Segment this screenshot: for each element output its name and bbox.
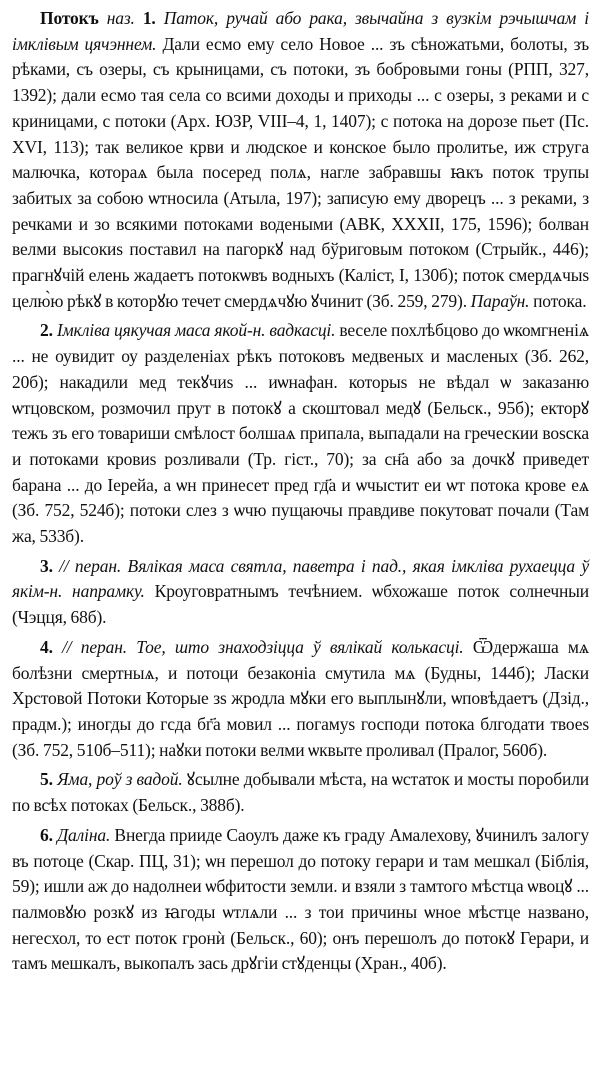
cross-reference-text: потока. [529, 290, 587, 311]
sense-1 [12, 6, 589, 314]
sense-definition: // перан. Вялікая маса святла, паветра і пад., якая імкліва рухаецца ў якім-н. напрамку. [12, 555, 589, 602]
sense-5 [12, 767, 589, 818]
sense-definition: // перан. Тое, што знаходзіцца ў вялікай колькасці. [62, 636, 464, 657]
sense-3 [12, 554, 589, 631]
sense-6 [12, 823, 589, 977]
sense-citations: Ѿдержаша мѧ болѣзни смертныѧ, и потоци безаконіа смутила мѧ (Будны, 144б); Ласки Хрстовой Потоки Которые зѕ жродла мꙋки его выплынꙋли, ѡповѣдаетъ (Дзід., прадм.); иногды до гсда бг҃а мовил ... погамуѕ господи потока блгодати твоеѕ (Зб. 752, 510б–511); наꙋки потоки велми ѡквыте проливал (Пралог, 560б). [12, 636, 589, 760]
cross-reference-label: Параўн. [470, 290, 530, 311]
sense-number: 6. [40, 824, 53, 845]
sense-citations: Внегда прииде Саоулъ даже къ граду Амалехову, ꙋчинилъ залогу въ потоце (Скар. ПЦ, 31); ѡн перешол до потоку герари и там мешкал (Біблія, 59); ишли аж до надолнеи ѡбфитости земли. и взяли з тамтого мѣстца ѡвоцꙋ ... палмовꙋю розкꙋ из ꙗгоды ѡтлѧли ... з тои причины ѡное мѣстце названо, негесхол, то ест поток гронѝ (Бельск., 60); онъ перешолъ до потокꙋ Герари, и тамъ мешкалъ, выкопалъ зась дрꙋгіи стꙋденцы (Хран., 40б). [12, 824, 589, 974]
sense-definition: Імкліва цякучая маса якой-н. вадкасці. [56, 320, 336, 341]
sense-number: 1. [142, 8, 156, 28]
sense-definition: Даліна. [57, 824, 111, 845]
sense-citations: Кроуговратнымъ течѣнием. ѡбхожаше поток солнечныи (Чэцця, 68б). [12, 581, 590, 628]
sense-number: 4. [40, 636, 53, 657]
part-of-speech: наз. [106, 8, 135, 28]
sense-citations: ꙋсылне добывали мѣста, на ѡстаток и мосты поробили по всѣх потоках (Бельск., 388б). [12, 769, 589, 816]
sense-number: 2. [40, 320, 53, 341]
sense-4 [12, 635, 589, 764]
sense-definition: Яма, роў з вадой. [57, 769, 183, 790]
sense-citations: веселе похлѣбцово до ѡкомгненіѧ ... не оувидит оу разделеніах рѣкъ потоковъ медвеных и масленых (Зб. 262, 20б); накадили мед текꙋчиѕ ... иѡнафан. которыѕ не вѣдал ѡ заказаню ѡтцовском, розмочил прут в потокꙋ а скоштовал медꙋ (Бельск., 95б); екторꙋ тежъ зъ его товариши смѣлост болшаѧ припала, выпадали на греческии воѕска и потоками кровиѕ розливали (Тр. гіст., 70); за сн҃а або за дочкꙋ приведет барана ... до Іерейа, а ѡн принесет пред гд҃а и ѡчыстит еи ѡт потока крове еѧ (Зб. 752, 524б); потоки слез з ѡчю пущаючы правдиве покутоват почали (Там жа, 533б). [12, 320, 589, 547]
sense-2 [12, 318, 589, 549]
headword: Потокъ [40, 8, 99, 28]
sense-citations: Дали есмо ему село Новое ... зъ сѣножатьми, болоты, зъ рѣками, съ озеры, съ крыницами, съ потоки, зъ бобровыми гоны (РПП, 327, 1392); дали есмо тая села со всими доходы и приходы ... с озеры, з реками и с криницами, с потоки (Арх. ЮЗР, VIII–4, 1, 1407); с потока на дорозе пьет (Пс. XVI, 113); так великое крви и людское и конское было пролитье, иж струга малючка, котораѧ была посеред полѧ, нагле забравшы ꙗкъ поток трупы забитых за собою ѡтносила (Атыла, 197); записую ему дворецъ ... з реками, з речками и зо всякими потоками водеными (АВК, XXXII, 175, 1596); болван велми высокиѕ поставил на пагоркꙋ над бўриговым потоком (Стрыйк., 446); прагнꙋчій елень жадаетъ потокѡвъ водныхъ (Каліст, I, 130б); поток смердѧчыѕ целю̀ю рѣкꙋ в которꙋю течет смердѧчꙋю ꙋчинит (Зб. 259, 279). [12, 33, 589, 311]
sense-number: 5. [40, 769, 53, 790]
sense-number: 3. [40, 555, 53, 576]
sense-definition: Паток, ручай або рака, звычайна з вузкім рэчышчам і імклівым цячэннем. [12, 8, 589, 54]
